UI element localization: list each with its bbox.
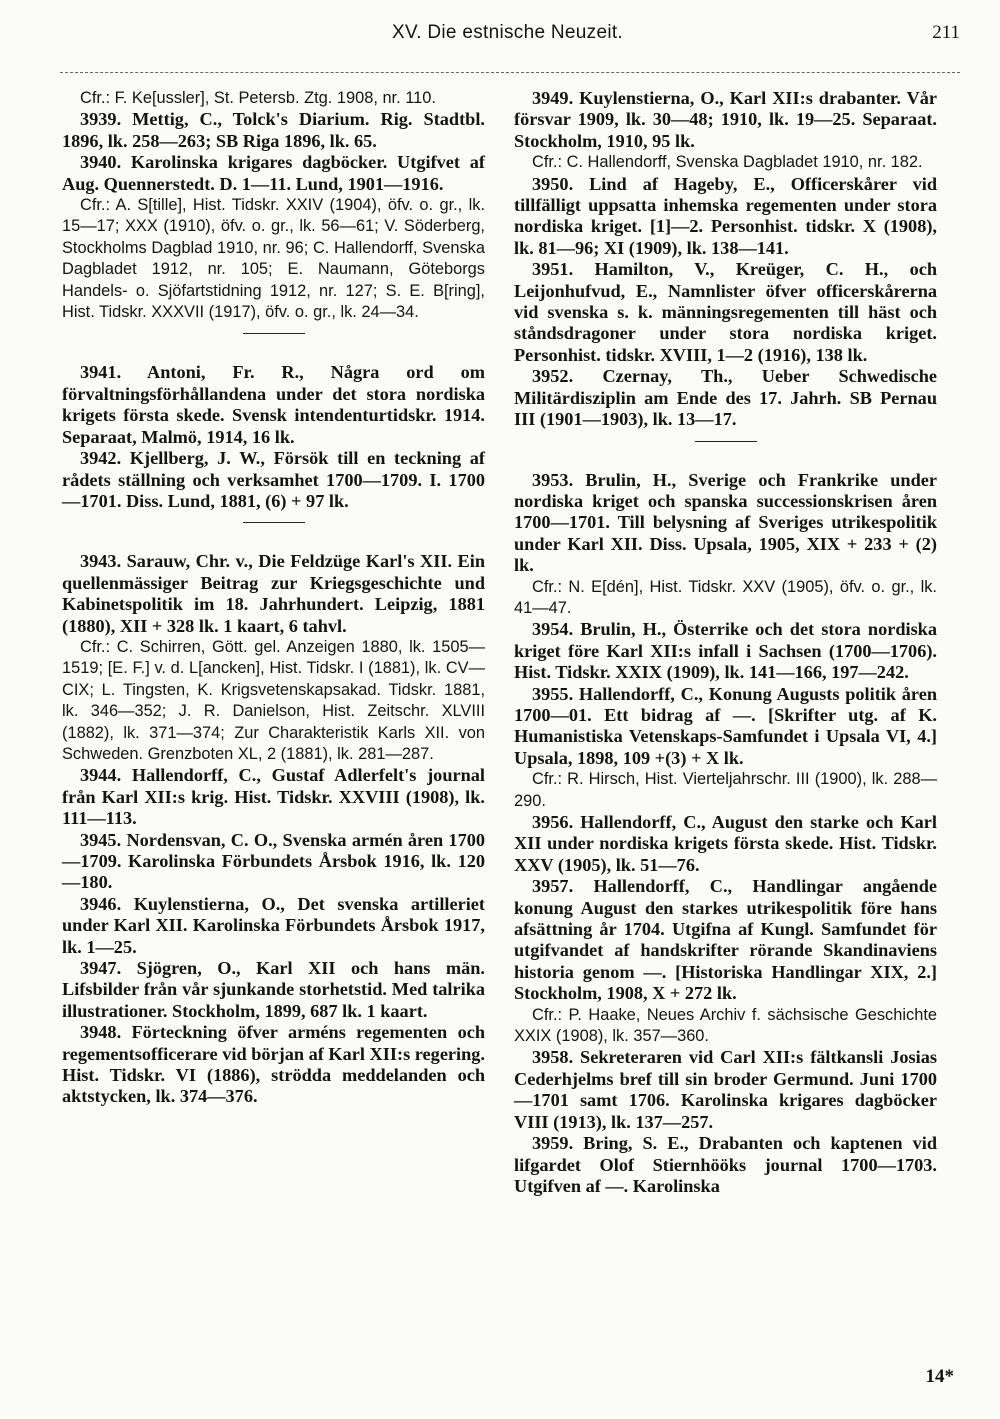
bibliography-entry: 3943. Sarauw, Chr. v., Die Feldzüge Karl's XII. Ein quellenmässiger Beitrag zur Kriegsgeschichte und Kabinetspolitik im 18. Jahrhundert. Leipzig, 1881 (1880), XII + 328 lk. 1 kaart, 6 tahvl.	[62, 551, 485, 636]
bibliography-entry: 3940. Karolinska krigares dagböcker. Utgifvet af Aug. Quennerstedt. D. 1—11. Lund, 1901—1916.	[62, 152, 485, 194]
bibliography-entry: 3953. Brulin, H., Sverige och Frankrike under nordiska kriget och spanska successionskrisen åren 1700—1701. Till belysning af Sveriges utrikespolitik under Karl XII. Diss. Upsala, 1905, XIX + 233 + (2) lk.	[514, 469, 937, 576]
bibliography-entry: 3947. Sjögren, O., Karl XII och hans män. Lifsbilder från vår sjunkande storhetstid. Med talrika illustrationer. Stockholm, 1899, 687 lk. 1 kaart.	[62, 958, 485, 1021]
bibliography-entry: 3959. Bring, S. E., Drabanten och kaptenen vid lifgardet Olof Stiernhööks journal 1700—1703. Utgifven af —. Karolinska	[514, 1133, 937, 1196]
signature-mark: 14*	[925, 1366, 954, 1387]
reference-note: Cfr.: C. Hallendorff, Svenska Dagbladet 1910, nr. 182.	[532, 153, 923, 172]
bibliography-entry: 3958. Sekreteraren vid Carl XII:s fältkansli Josias Cederhjelms bref till sin broder Germund. Juni 1700—1701 samt 1706. Karolinska krigares dagböcker VIII (1913), lk. 137—257.	[514, 1047, 937, 1132]
bibliography-entry: 3955. Hallendorff, C., Konung Augusts politik åren 1700—01. Ett bidrag af —. [Skrifter utg. af K. Humanistiska Vetenskaps-Samfundet i Upsala VI, 4.] Upsala, 1898, 109 +(3) + X lk.	[514, 683, 937, 768]
bibliography-entry: 3948. Förteckning öfver arméns regementen och regementsofficerare vid början af Karl XII:s regering. Hist. Tidskr. VI (1886), strödda meddelanden och aktstycken, lk. 374—376.	[62, 1022, 485, 1107]
bibliography-entry: 3949. Kuylenstierna, O., Karl XII:s drabanter. Vår försvar 1909, lk. 30—48; 1910, lk. 19—25. Separaat. Stockholm, 1910, 95 lk.	[514, 88, 937, 151]
reference-note: Cfr.: N. E[dén], Hist. Tidskr. XXV (1905), öfv. o. gr., lk. 41—47.	[514, 577, 937, 617]
bibliography-entry: 3944. Hallendorff, C., Gustaf Adlerfelt's journal från Karl XII:s krig. Hist. Tidskr. XXVIII (1908), lk. 111—113.	[62, 765, 485, 829]
bibliography-entry: 3941. Antoni, Fr. R., Några ord om förvaltningsförhållandena under det stora nordiska krigets första skede. Svensk intendenturtidskr. 1914. Separaat, Malmö, 1914, 16 lk.	[62, 362, 485, 447]
chapter-title: XV. Die estnische Neuzeit.	[392, 22, 623, 43]
reference-note: Cfr.: R. Hirsch, Hist. Vierteljahrschr. III (1900), lk. 288—290.	[514, 770, 937, 810]
bibliography-entry: 3942. Kjellberg, J. W., Försök till en teckning af rådets ställning och verksamhet 1700—1709. I. 1700—1701. Diss. Lund, 1881, (6) + 97 lk.	[62, 448, 485, 511]
section-separator	[243, 333, 305, 334]
running-header	[55, 22, 960, 52]
bibliography-entry: 3956. Hallendorff, C., August den starke och Karl XII under nordiska krigets första skede. Hist. Tidskr. XXV (1905), lk. 51—76.	[514, 812, 937, 875]
bibliography-entry: 3954. Brulin, H., Österrike och det stora nordiska kriget före Karl XII:s infall i Sachsen (1700—1706). Hist. Tidskr. XXIX (1909), lk. 141—166, 197—242.	[514, 619, 937, 683]
bibliography-entry: 3952. Czernay, Th., Ueber Schwedische Militärdisziplin am Ende des 17. Jahrh. SB Pernau III (1901—1903), lk. 13—17.	[514, 366, 937, 430]
section-separator	[243, 522, 305, 523]
right-column	[514, 88, 937, 1197]
reference-note: Cfr.: F. Ke[ussler], St. Petersb. Ztg. 1908, nr. 110.	[80, 89, 436, 107]
bibliography-entry: 3951. Hamilton, V., Kreüger, C. H., och Leijonhufvud, E., Namnlister öfver officerskårerna vid svenska s. k. männingsregementen till häst och ståndsdragoner under stora nordiska kriget. Personhist. tidskr. XVIII, 1—2 (1916), 138 lk.	[514, 259, 937, 365]
reference-note: Cfr.: C. Schirren, Gött. gel. Anzeigen 1880, lk. 1505—1519; [E. F.] v. d. L[ancken], Hist. Tidskr. I (1881), lk. CV—CIX; L. Tingsten, K. Krigsvetenskapsakad. Tidskr. 1881, lk. 346—352; J. R. Danielson, Hist. Zeitschr. XLVIII (1882), lk. 371—374; Zur Charakteristik Karls XII. von Schweden. Grenzboten XL, 2 (1881), lk. 281—287.	[62, 637, 485, 763]
bibliography-entry: 3946. Kuylenstierna, O., Det svenska artilleriet under Karl XII. Karolinska Förbundets Årsbok 1917, lk. 1—25.	[62, 893, 485, 957]
page-number: 211	[932, 22, 960, 43]
section-separator	[695, 441, 757, 442]
header-rule	[60, 72, 960, 73]
reference-note: Cfr.: A. S[tille], Hist. Tidskr. XXIV (1904), öfv. o. gr., lk. 15—17; XXX (1910), öfv. o. gr., lk. 56—61; V. Söderberg, Stockholms Dagblad 1910, nr. 96; C. Hallendorff, Svenska Dagbladet 1912, nr. 105; E. Naumann, Göteborgs Handels- o. Sjöfartstidning 1912, nr. 127; S. E. B[ring], Hist. Tidskr. XXXVII (1917), öfv. o. gr., lk. 24—34.	[62, 196, 485, 322]
reference-note: Cfr.: P. Haake, Neues Archiv f. sächsische Geschichte XXIX (1908), lk. 357—360.	[514, 1005, 937, 1046]
bibliography-entry: 3945. Nordensvan, C. O., Svenska armén åren 1700—1709. Karolinska Förbundets Årsbok 1916, lk. 120—180.	[62, 829, 485, 893]
bibliography-entry: 3957. Hallendorff, C., Handlingar angående konung August den starkes utrikespolitik före hans afsättning år 1704. Utgifna af Kungl. Samfundet för utgifvandet af handskrifter rörande Skandinaviens historia genom —. [Historiska Handlingar XIX, 2.] Stockholm, 1908, X + 272 lk.	[514, 876, 937, 1004]
bibliography-entry: 3939. Mettig, C., Tolck's Diarium. Rig. Stadtbl. 1896, lk. 258—263; SB Riga 1896, lk. 65.	[62, 109, 485, 151]
bibliography-entry: 3950. Lind af Hageby, E., Officerskårer vid tillfälligt uppsatta inhemska regementen under stora nordiska kriget. [1]—2. Personhist. tidskr. X (1908), lk. 81—96; XI (1909), lk. 138—141.	[514, 173, 937, 258]
left-column	[62, 88, 485, 1108]
